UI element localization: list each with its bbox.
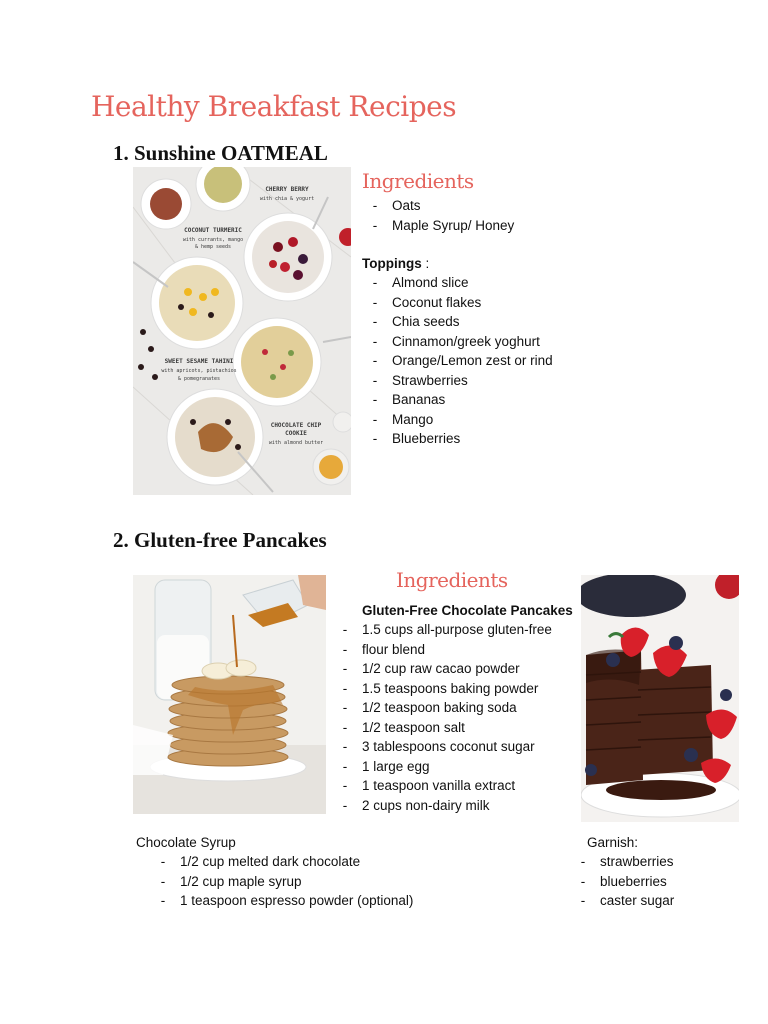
list-item: - Cinnamon/greek yoghurt: [358, 332, 553, 352]
recipe-1-number: 1.: [113, 141, 129, 165]
toppings-label-line: [362, 254, 429, 274]
list-item-continuation: - flour blend: [328, 640, 552, 660]
syrup-list: [146, 852, 413, 911]
choc-chip-sub: with almond butter: [268, 440, 324, 446]
list-item: - 2 cups non-dairy milk: [328, 796, 552, 816]
syrup-label: Chocolate Syrup: [136, 835, 236, 850]
choc-chip-label-2: COOKIE: [285, 430, 307, 437]
oatmeal-photo-graphic: [133, 167, 351, 495]
list-item: - Almond slice: [358, 273, 553, 293]
recipe-2-heading: [113, 528, 327, 553]
pancakes-photo: [133, 575, 326, 814]
list-item: - Blueberries: [358, 429, 553, 449]
recipe-2-ingredients-list: [328, 620, 552, 815]
toppings-list: [358, 273, 553, 449]
sesame-tahini-sub-1: with apricots, pistachios: [161, 368, 237, 374]
recipe-1-ingredients-heading: Ingredients: [362, 169, 474, 193]
choc-chip-label-1: CHOCOLATE CHIP: [270, 422, 322, 429]
list-item: - 1 large egg: [328, 757, 552, 777]
list-item: - 1/2 cup melted dark chocolate: [146, 852, 413, 872]
list-item: - 1/2 cup raw cacao powder: [328, 659, 552, 679]
list-item: - 3 tablespoons coconut sugar: [328, 737, 552, 757]
list-item: - Mango: [358, 410, 553, 430]
cherry-berry-sub: with chia & yogurt: [259, 196, 315, 202]
chocolate-pancakes-photo: [581, 575, 739, 822]
list-item: - strawberries: [575, 852, 674, 872]
sesame-tahini-label: SWEET SESAME TAHINI: [164, 358, 234, 365]
garnish-label: Garnish:: [587, 835, 639, 850]
garnish-list: [575, 852, 674, 911]
toppings-label: Toppings: [362, 256, 422, 271]
recipe-1-ingredients-list: [358, 196, 514, 235]
pancakes-photo-graphic: [133, 575, 326, 814]
list-item: - 1/2 teaspoon salt: [328, 718, 552, 738]
list-item: - Oats: [358, 196, 514, 216]
coconut-turmeric-label: COCONUT TURMERIC: [184, 227, 242, 234]
oatmeal-photo: [133, 167, 351, 495]
recipe-2-name: Gluten-free Pancakes: [134, 528, 327, 552]
recipe-2-ingredients-heading: Ingredients: [396, 568, 508, 592]
list-item: - 1.5 teaspoons baking powder: [328, 679, 552, 699]
list-item: - 1/2 teaspoon baking soda: [328, 698, 552, 718]
sesame-tahini-sub-2: & pomegranates: [177, 376, 221, 382]
toppings-colon: :: [421, 256, 430, 271]
list-item: - Coconut flakes: [358, 293, 553, 313]
list-item: - Strawberries: [358, 371, 553, 391]
list-item: - Bananas: [358, 390, 553, 410]
coconut-turmeric-sub-2: & hemp seeds: [194, 244, 232, 250]
list-item: - Maple Syrup/ Honey: [358, 216, 514, 236]
list-item: - blueberries: [575, 872, 674, 892]
list-item: - Orange/Lemon zest or rind: [358, 351, 553, 371]
recipe-1-name: Sunshine OATMEAL: [134, 141, 328, 165]
coconut-turmeric-sub-1: with currants, mango: [182, 237, 244, 243]
recipe-2-subheading: Gluten-Free Chocolate Pancakes: [362, 603, 573, 618]
cherry-berry-label: CHERRY BERRY: [265, 186, 309, 193]
list-item: - 1.5 cups all-purpose gluten-free: [328, 620, 552, 640]
list-item: - 1/2 cup maple syrup: [146, 872, 413, 892]
page-title: Healthy Breakfast Recipes: [91, 90, 457, 123]
recipe-1-heading: [113, 141, 328, 166]
list-item: - caster sugar: [575, 891, 674, 911]
list-item: - 1 teaspoon vanilla extract: [328, 776, 552, 796]
list-item: - 1 teaspoon espresso powder (optional): [146, 891, 413, 911]
chocolate-pancakes-photo-graphic: [581, 575, 739, 822]
recipe-2-number: 2.: [113, 528, 129, 552]
list-item: - Chia seeds: [358, 312, 553, 332]
